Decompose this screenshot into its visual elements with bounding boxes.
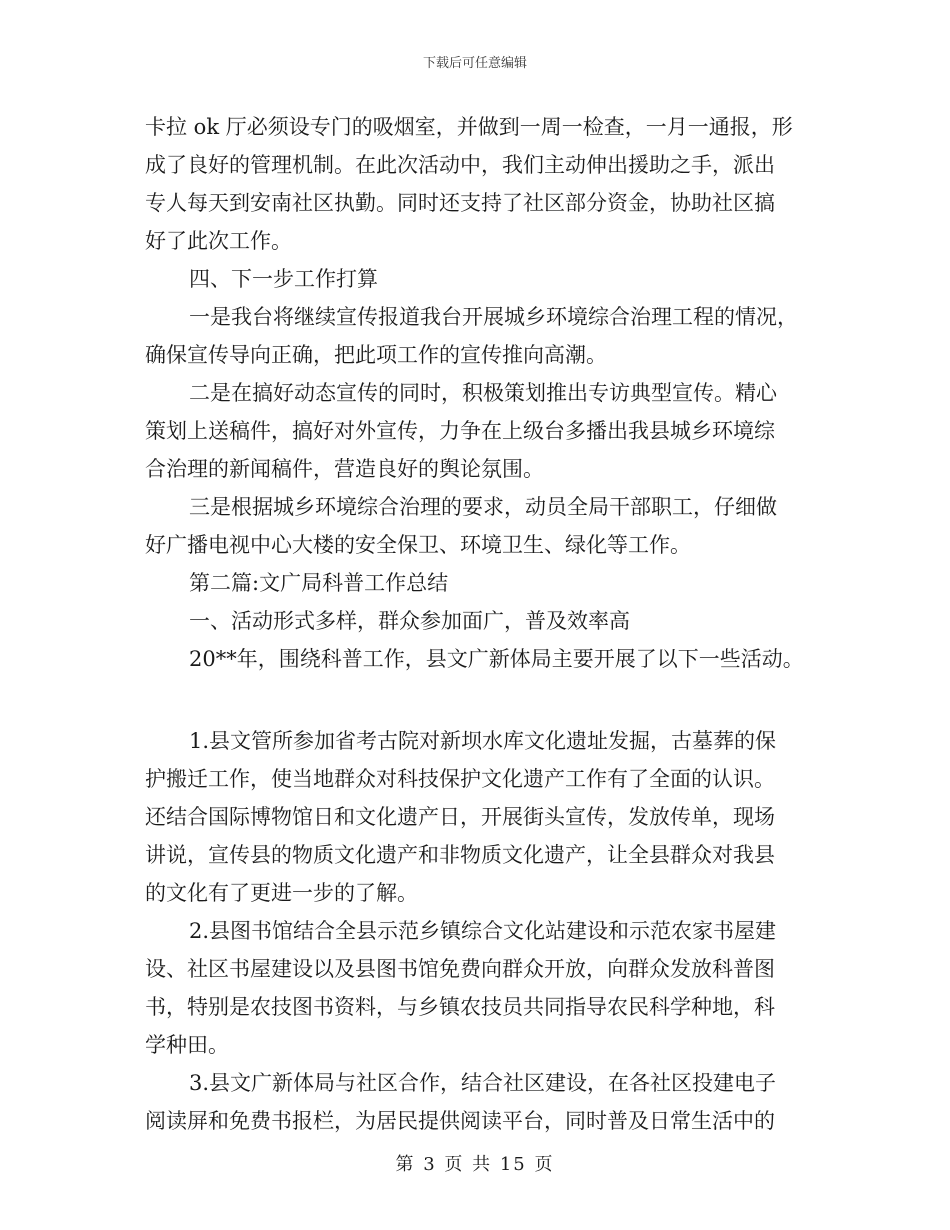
section-heading: 四、下一步工作打算 — [189, 267, 378, 291]
text-line: 书，特别是农技图书资料，与乡镇农技员共同指导农民科学种地，科 — [145, 995, 775, 1019]
text-line: 阅读屏和免费书报栏，为居民提供阅读平台，同时普及日常生活中的 — [145, 1109, 775, 1133]
text-line: 一是我台将继续宣传报道我台开展城乡环境综合治理工程的情况， — [189, 305, 798, 329]
section-heading: 一、活动形式多样，群众参加面广，普及效率高 — [189, 609, 630, 633]
text-line: 1.县文管所参加省考古院对新坝水库文化遗址发掘，古墓葬的保 — [189, 729, 777, 753]
text-line: 好广播电视中心大楼的安全保卫、环境卫生、绿化等工作。 — [145, 533, 691, 557]
text-line: 3.县文广新体局与社区合作，结合社区建设，在各社区投建电子 — [189, 1071, 777, 1095]
text-line: 专人每天到安南社区执勤。同时还支持了社区部分资金，协助社区搞 — [145, 191, 775, 215]
text-line: 策划上送稿件，搞好对外宣传，力争在上级台多播出我县城乡环境综 — [145, 419, 775, 443]
text-line: 卡拉 ok 厅必须设专门的吸烟室，并做到一周一检查，一月一通报，形 — [145, 115, 793, 139]
document-body — [145, 108, 810, 1140]
text-line: 2.县图书馆结合全县示范乡镇综合文化站建设和示范农家书屋建 — [189, 919, 777, 943]
text-line: 的文化有了更进一步的了解。 — [145, 881, 418, 905]
page-number: 第 3 页 共 15 页 — [395, 1154, 555, 1175]
chapter-title: 第二篇:文广局科普工作总结 — [189, 571, 449, 595]
paragraph-gap — [145, 678, 810, 722]
text-line: 二是在搞好动态宣传的同时，积极策划推出专访典型宣传。精心 — [189, 381, 777, 405]
text-line: 好了此次工作。 — [145, 229, 292, 253]
text-line: 护搬迁工作，使当地群众对科技保护文化遗产工作有了全面的认识。 — [145, 767, 775, 791]
text-line: 讲说，宣传县的物质文化遗产和非物质文化遗产，让全县群众对我县 — [145, 843, 775, 867]
text-line: 成了良好的管理机制。在此次活动中，我们主动伸出援助之手，派出 — [145, 153, 775, 177]
text-line: 20**年，围绕科普工作，县文广新体局主要开展了以下一些活动。 — [189, 647, 804, 671]
text-line: 三是根据城乡环境综合治理的要求，动员全局干部职工，仔细做 — [189, 495, 777, 519]
text-line: 还结合国际博物馆日和文化遗产日，开展街头宣传，发放传单，现场 — [145, 805, 775, 829]
text-line: 设、社区书屋建设以及县图书馆免费向群众开放，向群众发放科普图 — [145, 957, 775, 981]
text-line: 确保宣传导向正确，把此项工作的宣传推向高潮。 — [145, 343, 607, 367]
text-line: 合治理的新闻稿件，营造良好的舆论氛围。 — [145, 457, 544, 481]
page-header-note: 下载后可任意编辑 — [422, 56, 527, 71]
text-line: 学种田。 — [145, 1033, 229, 1057]
